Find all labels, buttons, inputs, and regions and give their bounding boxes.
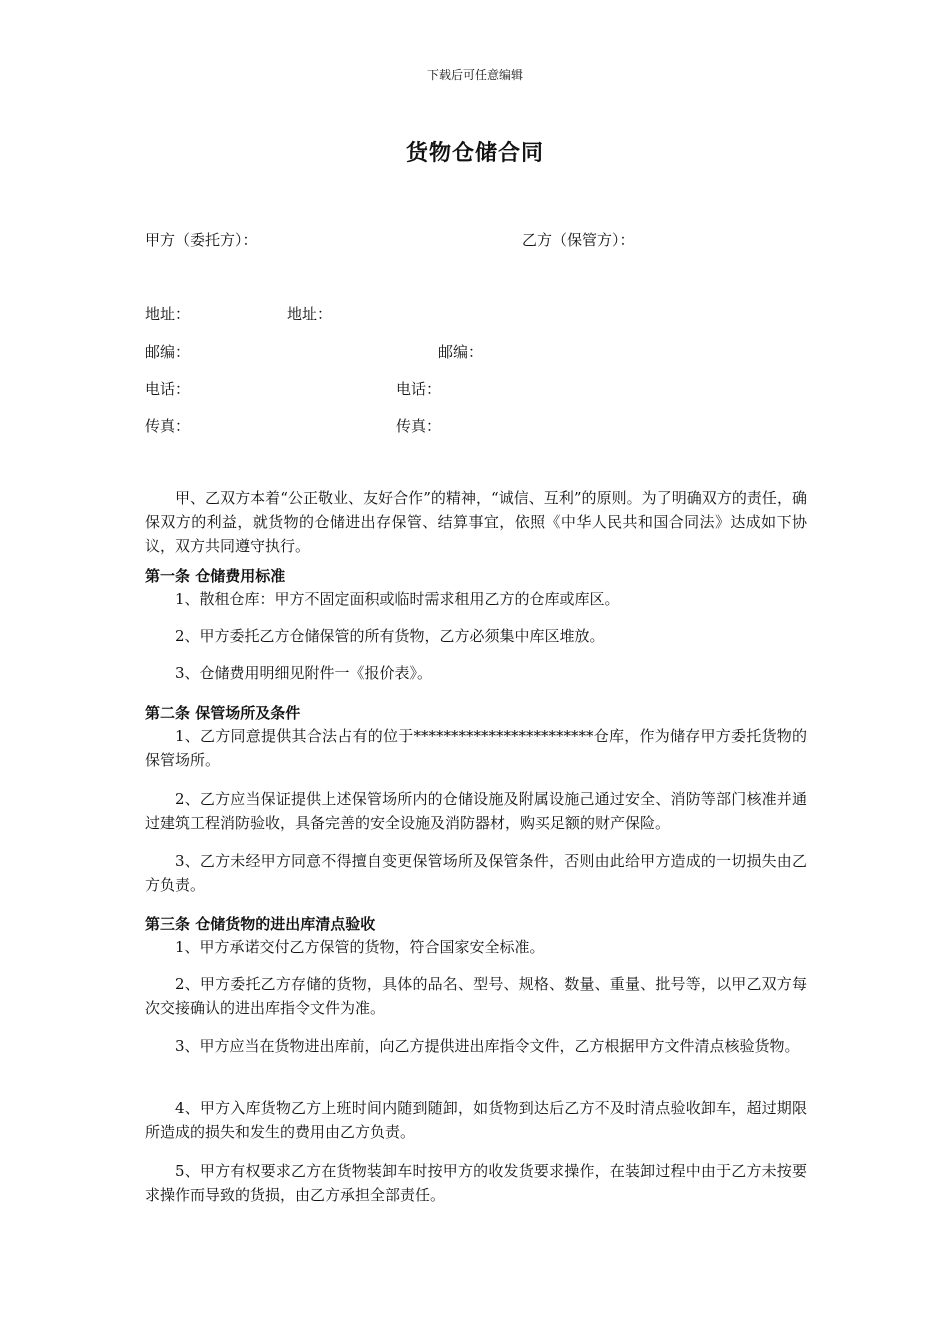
section-3-item-4: 4、甲方入库货物乙方上班时间内随到随卸，如货物到达后乙方不及时清点验收卸车，超过期限所造成的损失和发生的费用由乙方负责。 <box>145 1099 807 1141</box>
phone-b-label: 电话： <box>396 380 442 398</box>
section-1-heading: 第一条 仓储费用标准 <box>145 567 286 585</box>
address-a-label: 地址： <box>145 305 191 323</box>
section-2-heading: 第二条 保管场所及条件 <box>145 704 301 722</box>
intro-paragraph: 甲、乙双方本着“公正敬业、友好合作”的精神，“诚信、互利”的原则。为了明确双方的责任，确保双方的利益，就货物的仓储进出存保管、结算事宜，依照《中华人民共和国合同法》达成如下协议，双方共同遵守执行。 <box>145 489 807 555</box>
fax-a-label: 传真： <box>145 417 191 435</box>
section-3-item-2: 2、甲方委托乙方存储的货物，具体的品名、型号、规格、数量、重量、批号等，以甲乙双方每次交接确认的进出库指令文件为准。 <box>145 975 807 1017</box>
address-b-label: 地址： <box>287 305 333 323</box>
section-3-item-1: 1、甲方承诺交付乙方保管的货物，符合国家安全标准。 <box>175 938 545 956</box>
header-note: 下载后可任意编辑 <box>426 68 523 82</box>
postcode-a-label: 邮编： <box>145 343 191 361</box>
section-2-item-2: 2、乙方应当保证提供上述保管场所内的仓储设施及附属设施己通过安全、消防等部门核准并通过建筑工程消防验收，具备完善的安全设施及消防器材，购买足额的财产保险。 <box>145 790 807 832</box>
section-3-heading: 第三条 仓储货物的进出库清点验收 <box>145 915 376 933</box>
phone-a-label: 电话： <box>145 380 191 398</box>
postcode-b-label: 邮编： <box>438 343 484 361</box>
document-title: 货物仓储合同 <box>405 140 544 166</box>
party-a-label: 甲方（委托方）： <box>145 231 258 249</box>
section-2-item-3: 3、乙方未经甲方同意不得擅自变更保管场所及保管条件，否则由此给甲方造成的一切损失由乙方负责。 <box>145 852 807 894</box>
section-1-item-1: 1、散租仓库：甲方不固定面积或临时需求租用乙方的仓库或库区。 <box>175 590 620 608</box>
section-3-item-5: 5、甲方有权要求乙方在货物装卸车时按甲方的收发货要求操作，在装卸过程中由于乙方未按要求操作而导致的货损，由乙方承担全部责任。 <box>145 1162 807 1204</box>
party-b-label: 乙方（保管方）： <box>522 231 635 249</box>
section-1-item-2: 2、甲方委托乙方仓储保管的所有货物，乙方必须集中库区堆放。 <box>175 627 605 645</box>
section-2-item-1: 1、乙方同意提供其合法占有的位于************************仓库，作为储存甲方委托货物的保管场所。 <box>145 727 807 769</box>
fax-b-label: 传真： <box>396 417 442 435</box>
section-3-item-3: 3、甲方应当在货物进出库前，向乙方提供进出库指令文件，乙方根据甲方文件清点核验货物。 <box>175 1037 800 1055</box>
section-1-item-3: 3、仓储费用明细见附件一《报价表》。 <box>175 664 433 682</box>
